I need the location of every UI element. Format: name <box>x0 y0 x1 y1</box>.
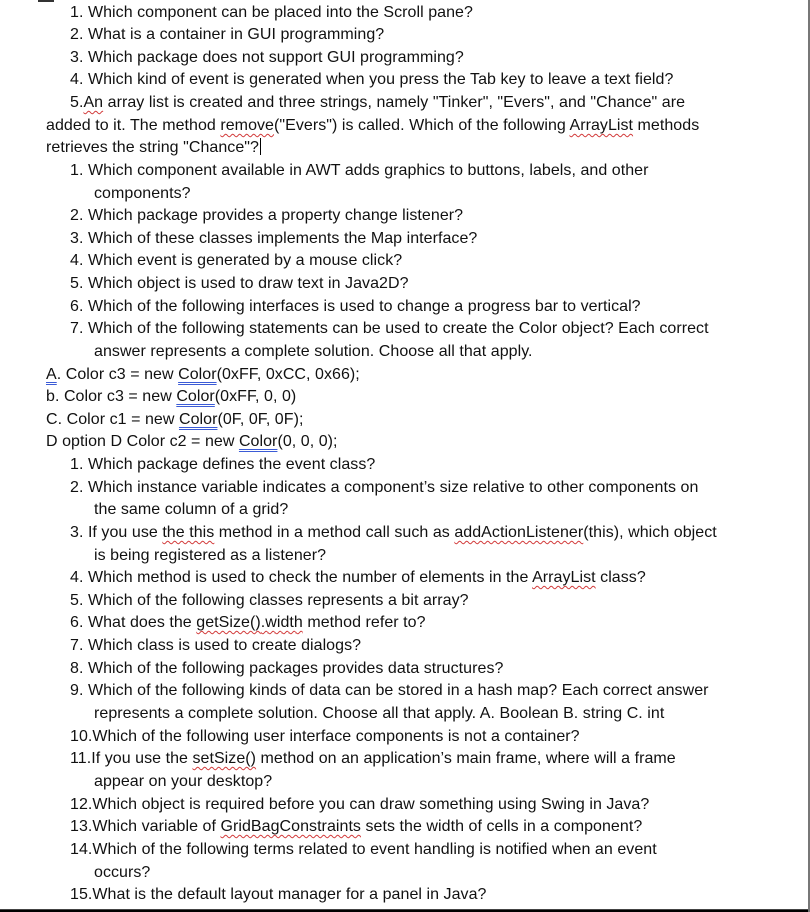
text-segment: 3. If you use <box>70 524 163 541</box>
spellcheck-word[interactable]: Color <box>238 433 278 450</box>
question-line: 7. Which class is used to create dialogs? <box>70 637 362 654</box>
answer-option <box>46 431 338 453</box>
question-line: occurs? <box>94 864 151 881</box>
question-line: 2. Which instance variable indicates a component’s size relative to other components on <box>70 479 699 496</box>
spellcheck-word[interactable]: An <box>83 94 104 111</box>
question-line: 3. Which of these classes implements the Map interface? <box>70 230 478 247</box>
answer-option <box>46 364 360 386</box>
question-line: components? <box>94 185 191 202</box>
question-line: represents a complete solution. Choose all that apply. A. Boolean B. string C. int <box>94 705 665 722</box>
question-line <box>70 522 717 544</box>
text-segment: method refer to? <box>302 614 426 631</box>
question-line <box>70 612 426 634</box>
question-line: 1. Which component available in AWT adds graphics to buttons, labels, and other <box>70 162 649 179</box>
top-edge-mark <box>38 0 54 2</box>
question-line: appear on your desktop? <box>94 773 273 790</box>
text-segment: 5. <box>70 94 84 111</box>
question-line: 3. Which package does not support GUI programming? <box>70 49 464 66</box>
question-line <box>70 816 642 838</box>
question-line: 8. Which of the following packages provides data structures? <box>70 660 504 677</box>
question-line: 2. Which package provides a property change listener? <box>70 207 464 224</box>
spellcheck-word[interactable]: Color <box>176 388 215 405</box>
question-line <box>70 567 646 589</box>
text-segment: b. Color c3 = new <box>46 388 177 405</box>
spellcheck-word[interactable]: .width <box>260 614 303 631</box>
question-line: 1. Which package defines the event class? <box>70 456 376 473</box>
spellcheck-word[interactable]: ArrayList <box>569 117 634 134</box>
text-segment: (this), which object <box>583 524 717 541</box>
question-line <box>46 115 699 137</box>
text-segment: . Color c3 = new <box>56 366 179 383</box>
spellcheck-word[interactable]: Color <box>178 366 217 383</box>
question-line: 9. Which of the following kinds of data can be stored in a hash map? Each correct answer <box>70 682 709 699</box>
text-segment: added to it. The method <box>46 117 221 134</box>
text-cursor <box>260 138 261 155</box>
text-segment: 13.Which variable of <box>70 818 221 835</box>
question-line: 14.Which of the following terms related to event handling is notified when an event <box>70 841 657 858</box>
question-line: 4. Which event is generated by a mouse click? <box>70 252 403 269</box>
text-segment: C. Color c1 = new <box>46 411 179 428</box>
question-line: is being registered as a listener? <box>94 547 327 564</box>
question-line: 5. Which of the following classes represents a bit array? <box>70 592 469 609</box>
spellcheck-word[interactable]: addActionListener <box>454 524 584 541</box>
question-line: 4. Which kind of event is generated when you press the Tab key to leave a text field? <box>70 71 674 88</box>
question-line: the same column of a grid? <box>94 501 289 518</box>
spellcheck-word[interactable]: getSize() <box>196 614 261 631</box>
question-line: 7. Which of the following statements can be used to create the Color object? Each correct <box>70 320 709 337</box>
question-line <box>70 748 676 770</box>
text-segment: array list is created and three strings, namely "Tinker", "Evers", and "Chance" are <box>103 94 686 111</box>
spellcheck-word[interactable]: GridBagConstraints <box>220 818 361 835</box>
question-line: 5. Which object is used to draw text in Java2D? <box>70 275 409 292</box>
text-segment: method in a method call such as <box>214 524 455 541</box>
question-line: 6. Which of the following interfaces is used to change a progress bar to vertical? <box>70 298 641 315</box>
answer-option <box>46 386 296 408</box>
spellcheck-word[interactable]: the this <box>162 524 215 541</box>
text-segment: class? <box>595 569 646 586</box>
question-line: 10.Which of the following user interface components is not a container? <box>70 728 580 745</box>
text-segment: (0F, 0F, 0F); <box>217 411 304 428</box>
question-line: answer represents a complete solution. Choose all that apply. <box>94 343 533 360</box>
question-line: 2. What is a container in GUI programming? <box>70 26 385 43</box>
question-line: 1. Which component can be placed into the Scroll pane? <box>70 4 473 21</box>
text-segment: 6. What does the <box>70 614 197 631</box>
text-segment: methods <box>633 117 700 134</box>
text-segment: D option D Color c2 = new <box>46 433 239 450</box>
spellcheck-word[interactable]: Color <box>178 411 218 428</box>
text-segment: (0, 0, 0); <box>277 433 338 450</box>
question-line: 15.What is the default layout manager for a panel in Java? <box>70 886 487 903</box>
text-segment[interactable]: A <box>46 366 57 383</box>
text-segment: retrieves the string "Chance"? <box>46 139 259 156</box>
text-segment: 11.If you use the <box>70 750 193 767</box>
text-segment: (0xFF, 0xCC, 0x66); <box>216 366 360 383</box>
spellcheck-word[interactable]: remove <box>220 117 275 134</box>
text-segment: method on an application’s main frame, where will a frame <box>256 750 676 767</box>
text-segment: (0xFF, 0, 0) <box>214 388 297 405</box>
text-segment: sets the width of cells in a component? <box>361 818 643 835</box>
question-line: 12.Which object is required before you can draw something using Swing in Java? <box>70 796 650 813</box>
answer-option <box>46 409 303 431</box>
spellcheck-word[interactable]: ArrayList <box>532 569 596 586</box>
text-segment: 4. Which method is used to check the number of elements in the <box>70 569 533 586</box>
text-segment: ("Evers") is called. Which of the following <box>274 117 570 134</box>
question-line <box>46 137 261 159</box>
question-line <box>70 92 685 114</box>
spellcheck-word[interactable]: setSize() <box>192 750 257 767</box>
